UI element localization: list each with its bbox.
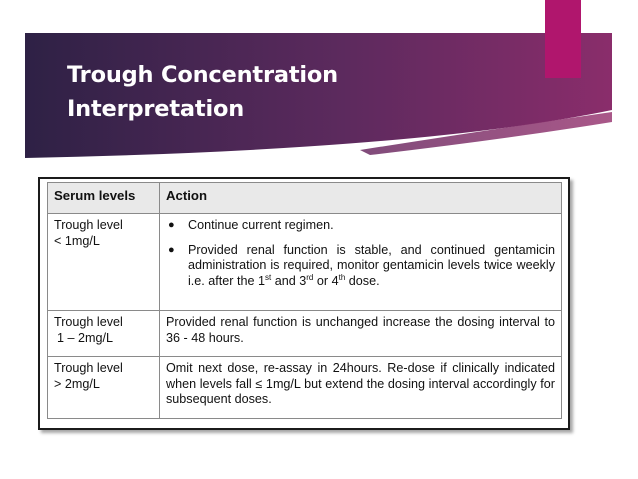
level-label: Trough level [54,218,123,232]
bullet-icon: ● [168,219,175,231]
action-cell [160,214,562,311]
header-action: Action [160,183,562,214]
action-cell: Omit next dose, re-assay in 24hours. Re-dose if clinically indicated when levels fall ≤ 1mg/L but extend the dosing interval accordingly for subsequent doses. [160,357,562,419]
serum-level-cell [48,311,160,357]
bullet-text: Provided renal function is stable, and continued gentamicin administration is required, monitor gentamicin levels twice weekly i.e. after the 1st and 3rd or 4th dose. [188,242,555,288]
bullet-icon: ● [168,243,175,256]
table-header-row [48,183,562,214]
bullet-item [166,218,555,234]
table-image-frame [38,177,570,430]
level-value: 1 – 2mg/L [57,330,114,345]
table-row [48,357,562,419]
serum-level-cell [48,214,160,311]
title-line-2: Interpretation [67,96,245,122]
action-cell: Provided renal function is unchanged increase the dosing interval to 36 - 48 hours. [160,311,562,357]
header-serum-levels: Serum levels [48,183,160,214]
table-row [48,214,562,311]
slide-title [67,58,487,126]
bullet-text: Continue current regimen. [188,218,334,232]
serum-level-cell [48,357,160,419]
level-value: < 1mg/L [54,233,100,248]
level-value: > 2mg/L [54,376,100,391]
level-label: Trough level [54,361,123,375]
table-row [48,311,562,357]
title-line-1: Trough Concentration [67,62,338,88]
trough-interpretation-table [47,182,562,419]
bullet-item [166,243,555,290]
level-label: Trough level [54,315,123,329]
accent-bar [545,0,581,78]
